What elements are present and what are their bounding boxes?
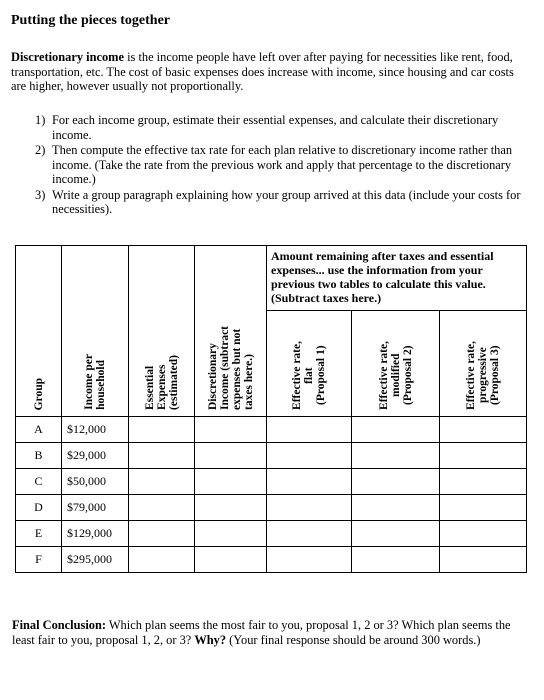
- intro-paragraph: [11, 50, 526, 94]
- step-text: For each income group, estimate their essential expenses, and calculate their discretionary income.: [52, 113, 499, 142]
- empty-cell[interactable]: [267, 521, 352, 547]
- instruction-item: [35, 143, 525, 187]
- empty-cell[interactable]: [129, 495, 195, 521]
- page-title: Putting the pieces together: [11, 13, 171, 28]
- table-row: [16, 469, 527, 495]
- instruction-list: [35, 113, 525, 218]
- empty-cell[interactable]: [352, 521, 440, 547]
- empty-cell[interactable]: [267, 547, 352, 573]
- header-proposal-2: Effective rate, modified (Proposal 2): [352, 311, 440, 417]
- header-essential-expenses: Essential Expenses (estimated): [129, 246, 195, 417]
- empty-cell[interactable]: [267, 417, 352, 443]
- empty-cell[interactable]: [352, 547, 440, 573]
- step-number: 3): [35, 187, 46, 202]
- table-row: [16, 443, 527, 469]
- group-cell: C: [16, 469, 62, 495]
- step-text: Write a group paragraph explaining how your group arrived at this data (include your costs for necessities).: [52, 187, 521, 216]
- table-row: [16, 417, 527, 443]
- empty-cell[interactable]: [195, 417, 267, 443]
- empty-cell[interactable]: [129, 547, 195, 573]
- final-text-2: (Your final response should be around 300 words.): [226, 632, 481, 647]
- group-cell: E: [16, 521, 62, 547]
- step-number: 2): [35, 143, 46, 157]
- table-row: [16, 495, 527, 521]
- empty-cell[interactable]: [267, 443, 352, 469]
- header-discretionary-income: Discretionary Income (subtract expenses but not taxes here.): [195, 246, 267, 417]
- empty-cell[interactable]: [352, 443, 440, 469]
- income-cell: $79,000: [62, 495, 129, 521]
- empty-cell[interactable]: [440, 521, 527, 547]
- empty-cell[interactable]: [352, 495, 440, 521]
- empty-cell[interactable]: [440, 495, 527, 521]
- empty-cell[interactable]: [195, 469, 267, 495]
- table-row: [16, 547, 527, 573]
- header-group: Group: [16, 246, 62, 417]
- instruction-item: [35, 113, 525, 142]
- header-proposal-3: Effective rate, progressive (Proposal 3): [440, 311, 527, 417]
- income-cell: $50,000: [62, 469, 129, 495]
- empty-cell[interactable]: [129, 469, 195, 495]
- final-text-1: Which plan seems the most fair to you, proposal 1, 2 or 3? Which plan seems the least fair to you, proposal 1, 2, or 3?: [12, 618, 511, 647]
- intro-text: is the income people have left over after paying for necessities like rent, food, transportation, etc. The cost of basic expenses does increase with income, since housing and car costs are higher, however usually not proportionally.: [11, 50, 514, 93]
- step-number: 1): [35, 113, 46, 127]
- empty-cell[interactable]: [195, 521, 267, 547]
- empty-cell[interactable]: [352, 417, 440, 443]
- instruction-item: [35, 188, 525, 217]
- group-cell: B: [16, 443, 62, 469]
- empty-cell[interactable]: [440, 443, 527, 469]
- intro-term: Discretionary income: [11, 50, 124, 64]
- income-cell: $29,000: [62, 443, 129, 469]
- header-income: Income per household: [62, 246, 129, 417]
- empty-cell[interactable]: [267, 469, 352, 495]
- income-cell: $129,000: [62, 521, 129, 547]
- group-cell: A: [16, 417, 62, 443]
- empty-cell[interactable]: [129, 443, 195, 469]
- income-cell: $295,000: [62, 547, 129, 573]
- header-proposal-1: Effective rate, flat (Proposal 1): [267, 311, 352, 417]
- empty-cell[interactable]: [195, 547, 267, 573]
- group-cell: D: [16, 495, 62, 521]
- data-table: [15, 245, 527, 573]
- amount-remaining-note: Amount remaining after taxes and essential expenses... use the information from your previous two tables to calculate this value. (Subtract taxes here.): [267, 246, 527, 311]
- empty-cell[interactable]: [267, 495, 352, 521]
- step-text: Then compute the effective tax rate for each plan relative to discretionary income rather than income. (Take the rate from the previous work and apply that percentage to the discretionary income.): [52, 143, 513, 186]
- group-cell: F: [16, 547, 62, 573]
- table-row: [16, 521, 527, 547]
- empty-cell[interactable]: [129, 417, 195, 443]
- final-why: Why?: [194, 632, 227, 647]
- empty-cell[interactable]: [440, 417, 527, 443]
- final-label: Final Conclusion:: [12, 618, 106, 632]
- empty-cell[interactable]: [440, 547, 527, 573]
- empty-cell[interactable]: [195, 495, 267, 521]
- empty-cell[interactable]: [440, 469, 527, 495]
- empty-cell[interactable]: [352, 469, 440, 495]
- income-cell: $12,000: [62, 417, 129, 443]
- empty-cell[interactable]: [129, 521, 195, 547]
- empty-cell[interactable]: [195, 443, 267, 469]
- final-conclusion: [12, 618, 527, 647]
